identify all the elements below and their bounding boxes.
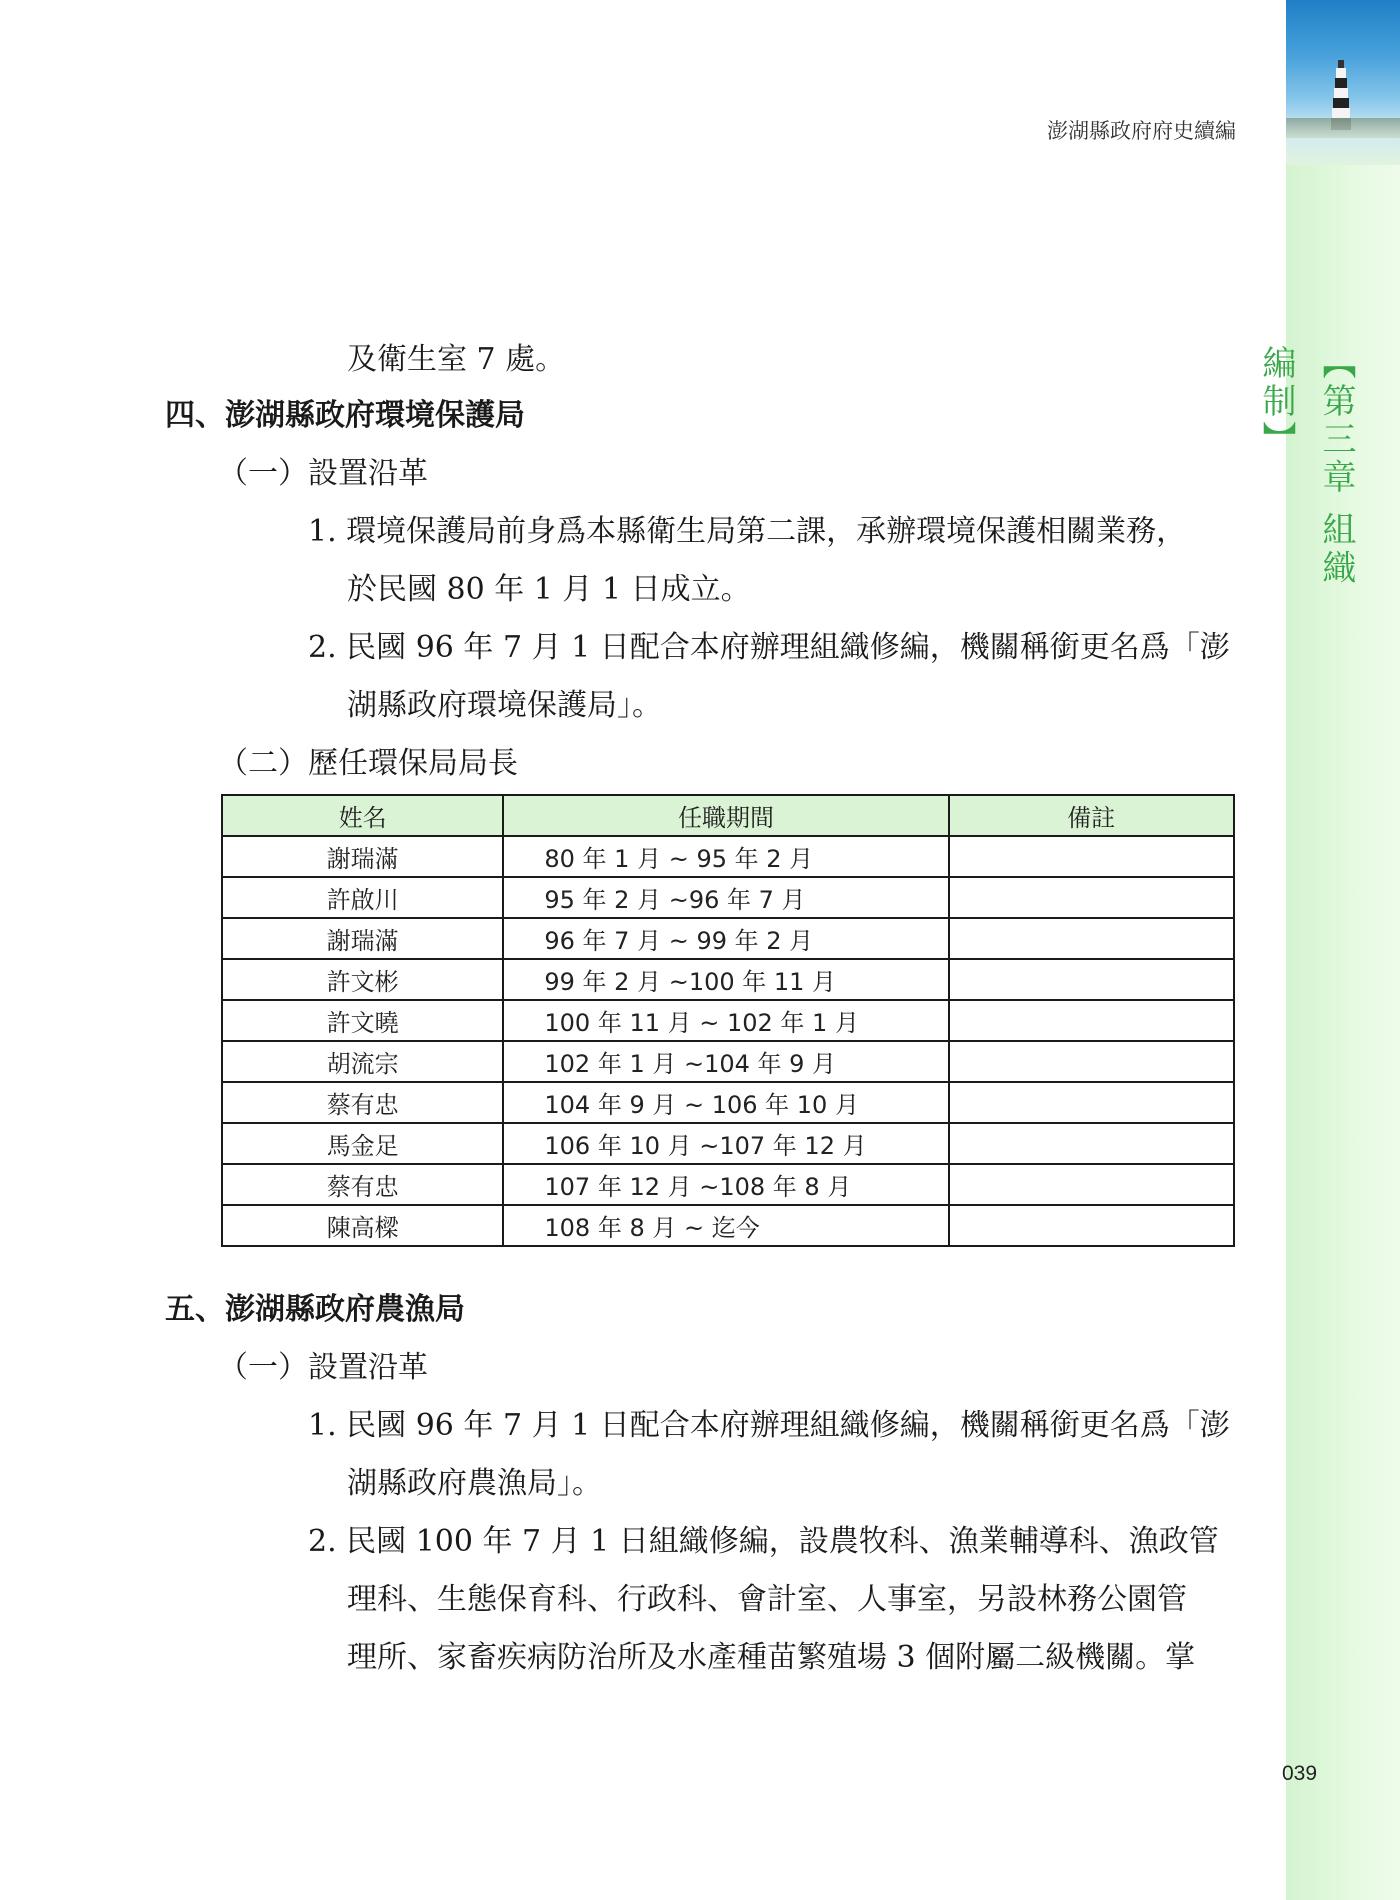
cell-note — [949, 1205, 1234, 1246]
chapter-sidebar — [1256, 0, 1400, 1900]
cell-period: 108 年 8 月 ~ 迄今 — [503, 1205, 948, 1246]
running-header: 澎湖縣政府府史續編 — [1047, 119, 1236, 143]
table-row — [222, 1205, 1234, 1246]
table-row — [222, 836, 1234, 877]
table-header-row — [222, 795, 1234, 836]
cell-name: 謝瑞滿 — [222, 836, 503, 877]
table-row — [222, 959, 1234, 1000]
table-row — [222, 1123, 1234, 1164]
section-4-sub-1-title: （一）設置沿革 — [218, 456, 428, 491]
cell-period: 106 年 10 月 ~107 年 12 月 — [503, 1123, 948, 1164]
cell-period: 100 年 11 月 ~ 102 年 1 月 — [503, 1000, 948, 1041]
cell-name: 陳高樑 — [222, 1205, 503, 1246]
column-header-note: 備註 — [949, 795, 1234, 836]
cell-note — [949, 918, 1234, 959]
table-row — [222, 1000, 1234, 1041]
cell-period: 95 年 2 月 ~96 年 7 月 — [503, 877, 948, 918]
section-5-item-2-line-3: 理所、家畜疾病防治所及水產種苗繁殖場 3 個附屬二級機關。掌 — [347, 1640, 1196, 1675]
section-4-item-1-line-2: 於民國 80 年 1 月 1 日成立。 — [347, 572, 751, 607]
section-5-title: 五、澎湖縣政府農漁局 — [165, 1292, 465, 1327]
cell-note — [949, 836, 1234, 877]
cell-name: 馬金足 — [222, 1123, 503, 1164]
cell-name: 蔡有忠 — [222, 1164, 503, 1205]
section-5-item-2-line-2: 理科、生態保育科、行政科、會計室、人事室，另設林務公園管 — [347, 1582, 1187, 1617]
chapter-label: 【第三章 組織編制】 — [1256, 345, 1356, 588]
column-header-period: 任職期間 — [503, 795, 948, 836]
cell-note — [949, 959, 1234, 1000]
paragraph-line: 及衛生室 7 處。 — [347, 342, 566, 377]
cell-name: 蔡有忠 — [222, 1082, 503, 1123]
cell-name: 許文曉 — [222, 1000, 503, 1041]
lighthouse-photo — [1286, 0, 1400, 165]
cell-note — [949, 1000, 1234, 1041]
cell-note — [949, 877, 1234, 918]
section-4-item-1-line-1: 1. 環境保護局前身爲本縣衛生局第二課，承辦環境保護相關業務， — [308, 514, 1187, 549]
column-header-name: 姓名 — [222, 795, 503, 836]
cell-period: 96 年 7 月 ~ 99 年 2 月 — [503, 918, 948, 959]
table-row — [222, 1041, 1234, 1082]
page-number: 039 — [1282, 1762, 1318, 1785]
cell-period: 102 年 1 月 ~104 年 9 月 — [503, 1041, 948, 1082]
cell-period: 104 年 9 月 ~ 106 年 10 月 — [503, 1082, 948, 1123]
section-5-sub-1-title: （一）設置沿革 — [218, 1350, 428, 1385]
section-5-item-1-line-1: 1. 民國 96 年 7 月 1 日配合本府辦理組織修編，機關稱銜更名爲「澎 — [308, 1408, 1230, 1443]
section-4-item-2-line-1: 2. 民國 96 年 7 月 1 日配合本府辦理組織修編，機關稱銜更名爲「澎 — [308, 630, 1230, 665]
section-5-item-2-line-1: 2. 民國 100 年 7 月 1 日組織修編，設農牧科、漁業輔導科、漁政管 — [308, 1524, 1219, 1559]
cell-name: 許文彬 — [222, 959, 503, 1000]
cell-note — [949, 1082, 1234, 1123]
cell-period: 80 年 1 月 ~ 95 年 2 月 — [503, 836, 948, 877]
cell-note — [949, 1041, 1234, 1082]
section-4-title: 四、澎湖縣政府環境保護局 — [165, 398, 525, 433]
cell-note — [949, 1164, 1234, 1205]
section-5-item-1-line-2: 湖縣政府農漁局」。 — [347, 1466, 602, 1501]
section-4-sub-2-title: （二）歷任環保局局長 — [218, 746, 518, 781]
cell-period: 107 年 12 月 ~108 年 8 月 — [503, 1164, 948, 1205]
table-row — [222, 918, 1234, 959]
cell-name: 謝瑞滿 — [222, 918, 503, 959]
cell-note — [949, 1123, 1234, 1164]
cell-name: 許啟川 — [222, 877, 503, 918]
table-row — [222, 877, 1234, 918]
section-4-item-2-line-2: 湖縣政府環境保護局」。 — [347, 688, 662, 723]
cell-name: 胡流宗 — [222, 1041, 503, 1082]
table-row — [222, 1082, 1234, 1123]
directors-table — [221, 794, 1235, 1247]
table-row — [222, 1164, 1234, 1205]
cell-period: 99 年 2 月 ~100 年 11 月 — [503, 959, 948, 1000]
